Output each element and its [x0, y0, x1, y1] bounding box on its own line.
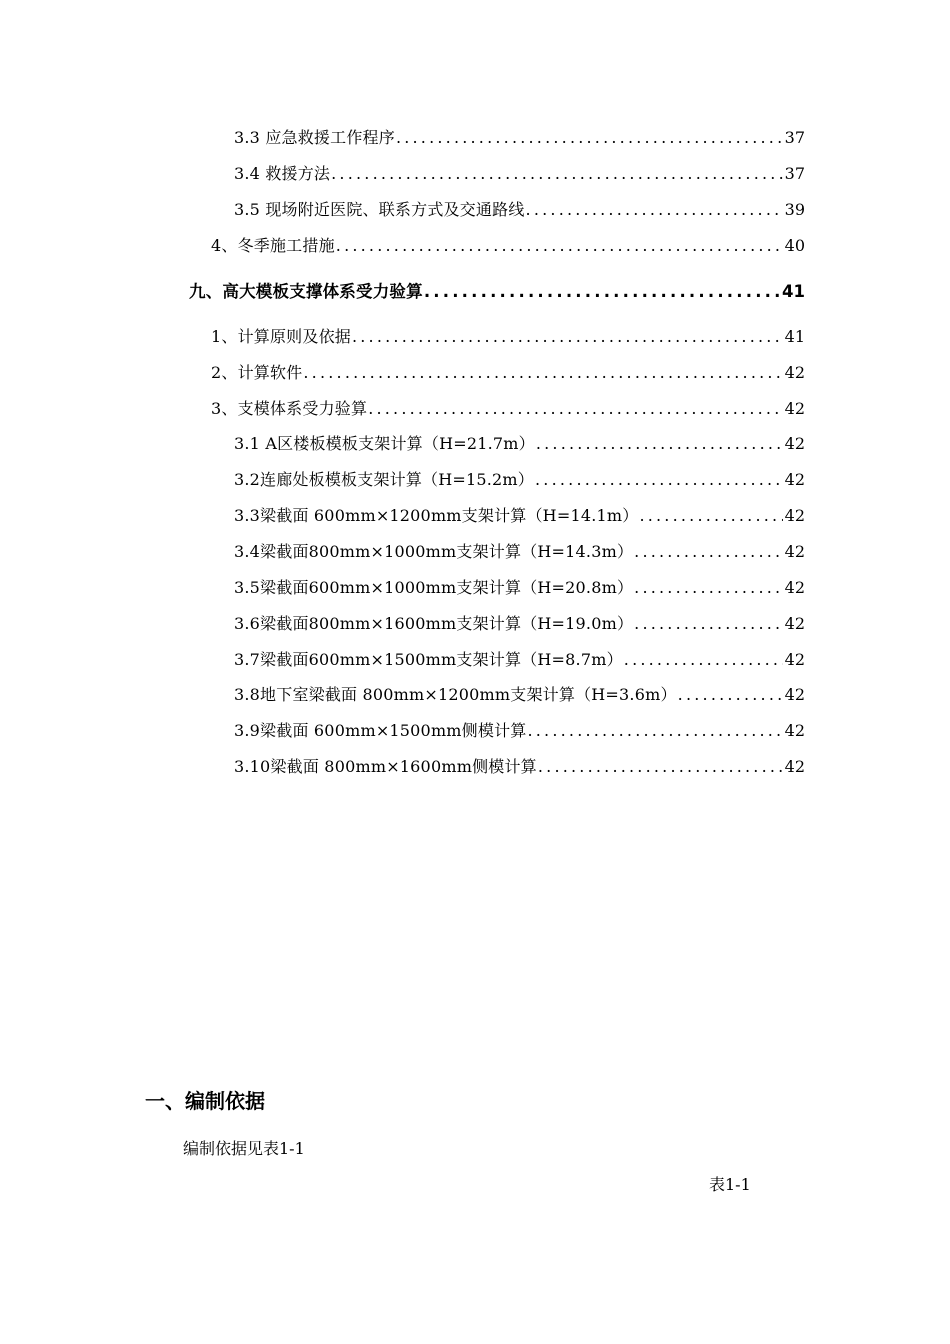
toc-entry-label: 3.6梁截面800mm×1600mm支架计算（H=19.0m）	[234, 614, 634, 633]
toc-entry-page: 42	[784, 578, 805, 597]
toc-entry-page: 42	[784, 685, 805, 704]
toc-entry-label: 3.8地下室梁截面 800mm×1200mm支架计算（H=3.6m）	[234, 685, 677, 704]
section-heading: 一、编制依据	[145, 1089, 265, 1113]
toc-entry-label: 3.4 救援方法	[234, 164, 331, 183]
toc-entry[interactable]	[211, 326, 805, 348]
toc-entry-page: 42	[784, 721, 805, 740]
toc-entry-page: 42	[784, 757, 805, 776]
toc-entry[interactable]	[234, 720, 805, 742]
toc-dot-leader	[336, 235, 783, 257]
toc-entry[interactable]	[211, 235, 805, 257]
toc-entry-chapter[interactable]	[189, 281, 805, 303]
toc-dot-leader	[538, 756, 783, 778]
toc-dot-leader	[634, 541, 782, 563]
toc-entry[interactable]	[211, 398, 805, 420]
toc-entry-page: 42	[784, 650, 805, 669]
toc-entry[interactable]	[234, 163, 805, 185]
toc-entry-page: 42	[784, 542, 805, 561]
toc-entry-label: 3.7梁截面600mm×1500mm支架计算（H=8.7m）	[234, 650, 623, 669]
toc-entry-page: 39	[784, 200, 805, 219]
toc-entry-page: 42	[784, 614, 805, 633]
toc-entry-page: 41	[782, 282, 805, 301]
toc-entry-label: 3、支模体系受力验算	[211, 399, 368, 418]
toc-entry-page: 37	[784, 128, 805, 147]
toc-entry-label: 1、计算原则及依据	[211, 327, 351, 346]
toc-entry-page: 42	[784, 434, 805, 453]
toc-dot-leader	[527, 720, 782, 742]
toc-dot-leader	[526, 199, 783, 221]
toc-dot-leader	[536, 433, 783, 455]
toc-dot-leader	[624, 649, 783, 671]
toc-entry-page: 42	[784, 363, 805, 382]
toc-entry[interactable]	[234, 756, 805, 778]
body-paragraph: 编制依据见表1-1	[183, 1139, 305, 1158]
toc-entry-page: 42	[784, 506, 805, 525]
toc-dot-leader	[368, 398, 782, 420]
toc-entry-label: 3.3 应急救援工作程序	[234, 128, 395, 147]
toc-dot-leader	[639, 505, 782, 527]
toc-entry[interactable]	[234, 684, 805, 706]
toc-entry-page: 42	[784, 399, 805, 418]
toc-entry-page: 37	[784, 164, 805, 183]
toc-entry-label: 4、冬季施工措施	[211, 236, 335, 255]
toc-entry[interactable]	[234, 127, 805, 149]
toc-entry[interactable]	[234, 649, 805, 671]
toc-entry-label: 3.2连廊处板模板支架计算（H=15.2m）	[234, 470, 535, 489]
toc-entry[interactable]	[234, 541, 805, 563]
toc-entry-page: 41	[784, 327, 805, 346]
toc-entry-page: 40	[784, 236, 805, 255]
toc-entry[interactable]	[234, 505, 805, 527]
toc-entry-label: 3.4梁截面800mm×1000mm支架计算（H=14.3m）	[234, 542, 634, 561]
toc-entry-label: 3.9梁截面 600mm×1500mm侧模计算	[234, 721, 527, 740]
toc-dot-leader	[303, 362, 782, 384]
toc-dot-leader	[634, 577, 782, 599]
toc-entry-label: 3.10梁截面 800mm×1600mm侧模计算	[234, 757, 537, 776]
toc-entry-label: 2、计算软件	[211, 363, 303, 382]
toc-dot-leader	[331, 163, 783, 185]
toc-dot-leader	[678, 684, 783, 706]
toc-dot-leader	[396, 127, 783, 149]
toc-entry[interactable]	[211, 362, 805, 384]
toc-entry[interactable]	[234, 469, 805, 491]
toc-entry-label: 3.1 A区楼板模板支架计算（H=21.7m）	[234, 434, 535, 453]
toc-entry-label: 3.5梁截面600mm×1000mm支架计算（H=20.8m）	[234, 578, 634, 597]
toc-entry-label: 3.5 现场附近医院、联系方式及交通路线	[234, 200, 525, 219]
toc-entry-label: 九、高大模板支撑体系受力验算	[189, 282, 423, 301]
toc-entry[interactable]	[234, 199, 805, 221]
toc-entry[interactable]	[234, 433, 805, 455]
toc-entry[interactable]	[234, 613, 805, 635]
toc-entry[interactable]	[234, 577, 805, 599]
toc-entry-page: 42	[784, 470, 805, 489]
toc-dot-leader	[634, 613, 782, 635]
table-caption: 表1-1	[709, 1175, 751, 1194]
toc-entry-label: 3.3梁截面 600mm×1200mm支架计算（H=14.1m）	[234, 506, 639, 525]
toc-dot-leader	[352, 326, 783, 348]
toc-dot-leader	[535, 469, 783, 491]
toc-dot-leader	[424, 281, 780, 303]
